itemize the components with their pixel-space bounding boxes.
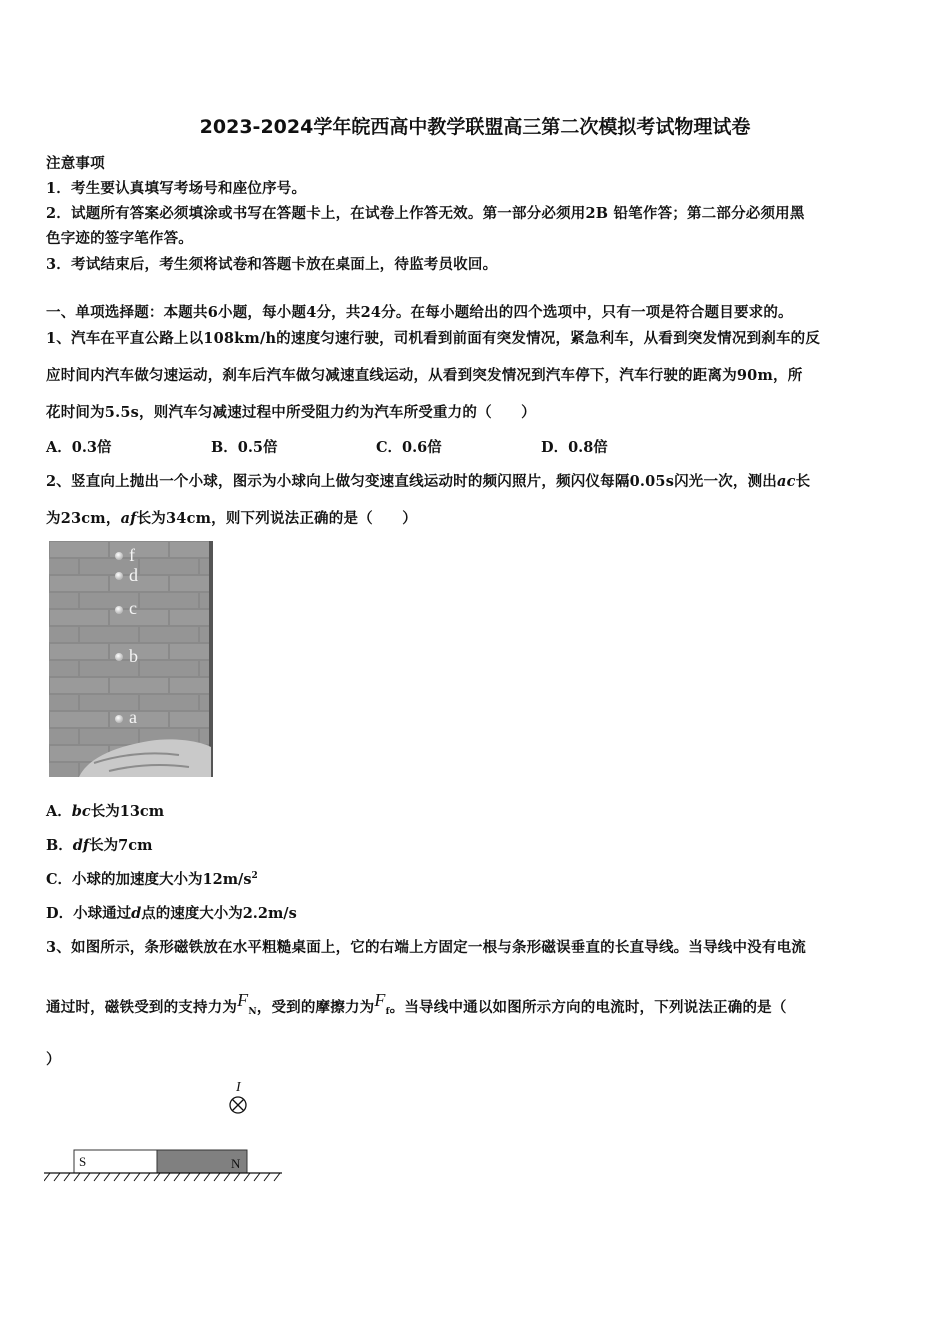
exam-title: 2023-2024学年皖西高中教学联盟高三第二次模拟考试物理试卷 xyxy=(199,116,751,138)
q1-option-c: C．0.6倍 xyxy=(376,439,442,456)
q3-line-2-mid: ，受到的摩擦力为 xyxy=(256,999,375,1016)
label-c: c xyxy=(129,598,137,618)
q2-line-2 xyxy=(46,507,908,528)
symbol-fn: F xyxy=(237,990,249,1010)
q2-option-a-var: bc xyxy=(71,803,91,820)
notice-item-1: 1．考生要认真填写考场号和座位序号。 xyxy=(46,180,307,197)
q2-line-1-end: 长 xyxy=(795,473,811,490)
q3-line-1: 3、如图所示，条形磁铁放在水平粗糙桌面上，它的右端上方固定一根与条形磁误垂直的长直导线。当导线中没有电流 xyxy=(46,939,806,956)
q1-line-2: 应时间内汽车做匀速运动，刹车后汽车做匀减速直线运动，从看到突发情况到汽车停下，汽车行驶的距离为90m，所 xyxy=(46,367,803,384)
q2-line-2-end: 长为34cm，则下列说法正确的是（ ） xyxy=(136,510,417,527)
q2-option-c xyxy=(46,868,258,889)
q1-line-1: 1、汽车在平直公路上以108km/h的速度匀速行驶，司机看到前面有突发情况，紧急利车，从看到突发情况到刹车的反 xyxy=(46,330,821,347)
q2-option-d xyxy=(46,902,297,923)
pole-n-label: N xyxy=(231,1156,241,1171)
q3-line-2-end: 。当导线中通以如图所示方向的电流时，下列说法正确的是（ xyxy=(389,999,787,1016)
q2-option-a xyxy=(46,800,164,821)
q2-option-a-pre: A． xyxy=(46,803,72,820)
section-1-heading: 一、单项选择题：本题共6小题，每小题4分，共24分。在每小题给出的四个选项中，只有一项是符合题目要求的。 xyxy=(46,304,793,321)
notice-item-2-cont: 色字迹的签字笔作答。 xyxy=(46,230,193,247)
q2-option-d-post: 点的速度大小为2.2m/s xyxy=(141,905,297,922)
q2-option-d-pre: D．小球通过 xyxy=(46,905,132,922)
q2-line-2-text: 为23cm， xyxy=(46,510,121,527)
ball-b xyxy=(115,653,123,661)
q2-var-ac: ac xyxy=(776,473,796,490)
symbol-ff: F xyxy=(374,990,386,1010)
q2-line-1 xyxy=(46,470,908,491)
label-b: b xyxy=(129,646,138,666)
q2-option-a-post: 长为13cm xyxy=(90,803,165,820)
q2-option-b-pre: B． xyxy=(46,837,73,854)
q2-option-b-var: df xyxy=(72,837,90,854)
q2-option-b-post: 长为7cm xyxy=(89,837,153,854)
q3-line-3: ） xyxy=(46,1051,61,1068)
q2-option-b xyxy=(46,834,152,855)
q3-line-2-text: 通过时，磁铁受到的支持力为 xyxy=(46,999,238,1016)
notice-item-2: 2．试题所有答案必须填涂或书写在答题卡上，在试卷上作答无效。第一部分必须用2B 铅笔作答；第二部分必须用黑 xyxy=(46,205,805,222)
q2-option-c-text: C．小球的加速度大小为12m/s xyxy=(46,871,252,888)
ball-f xyxy=(115,552,123,560)
notice-heading: 注意事项 xyxy=(46,155,105,172)
current-into-page-icon xyxy=(230,1097,246,1113)
label-f: f xyxy=(129,545,135,565)
label-a: a xyxy=(129,707,137,727)
ball-c xyxy=(115,606,123,614)
ball-d xyxy=(115,572,123,580)
q2-option-d-var: d xyxy=(131,905,142,922)
q1-option-d: D．0.8倍 xyxy=(541,439,608,456)
ball-a xyxy=(115,715,123,723)
q2-var-af: af xyxy=(120,510,137,527)
q3-line-2 xyxy=(46,990,908,1017)
notice-item-3: 3．考试结束后，考生须将试卷和答题卡放在桌面上，待监考员收回。 xyxy=(46,256,498,273)
symbol-ff-sub: f xyxy=(385,1007,390,1017)
magnet-diagram xyxy=(44,1078,284,1184)
q2-line-1-text: 2、竖直向上抛出一个小球，图示为小球向上做匀变速直线运动时的频闪照片，频闪仪每隔0.05s闪光一次，测出 xyxy=(46,473,777,490)
symbol-fn-sub: N xyxy=(248,1007,257,1017)
strobe-photo xyxy=(49,541,213,777)
pole-s-label: S xyxy=(79,1154,87,1169)
q1-option-b: B．0.5倍 xyxy=(211,439,278,456)
magnet-s-half xyxy=(74,1150,157,1173)
q1-line-3: 花时间为5.5s，则汽车匀减速过程中所受阻力约为汽车所受重力的（ ） xyxy=(46,404,536,421)
table-hatching xyxy=(44,1173,280,1181)
current-label: I xyxy=(236,1080,241,1095)
label-d: d xyxy=(129,565,138,585)
q2-option-c-sup: 2 xyxy=(251,871,258,881)
q1-option-a: A．0.3倍 xyxy=(46,439,112,456)
